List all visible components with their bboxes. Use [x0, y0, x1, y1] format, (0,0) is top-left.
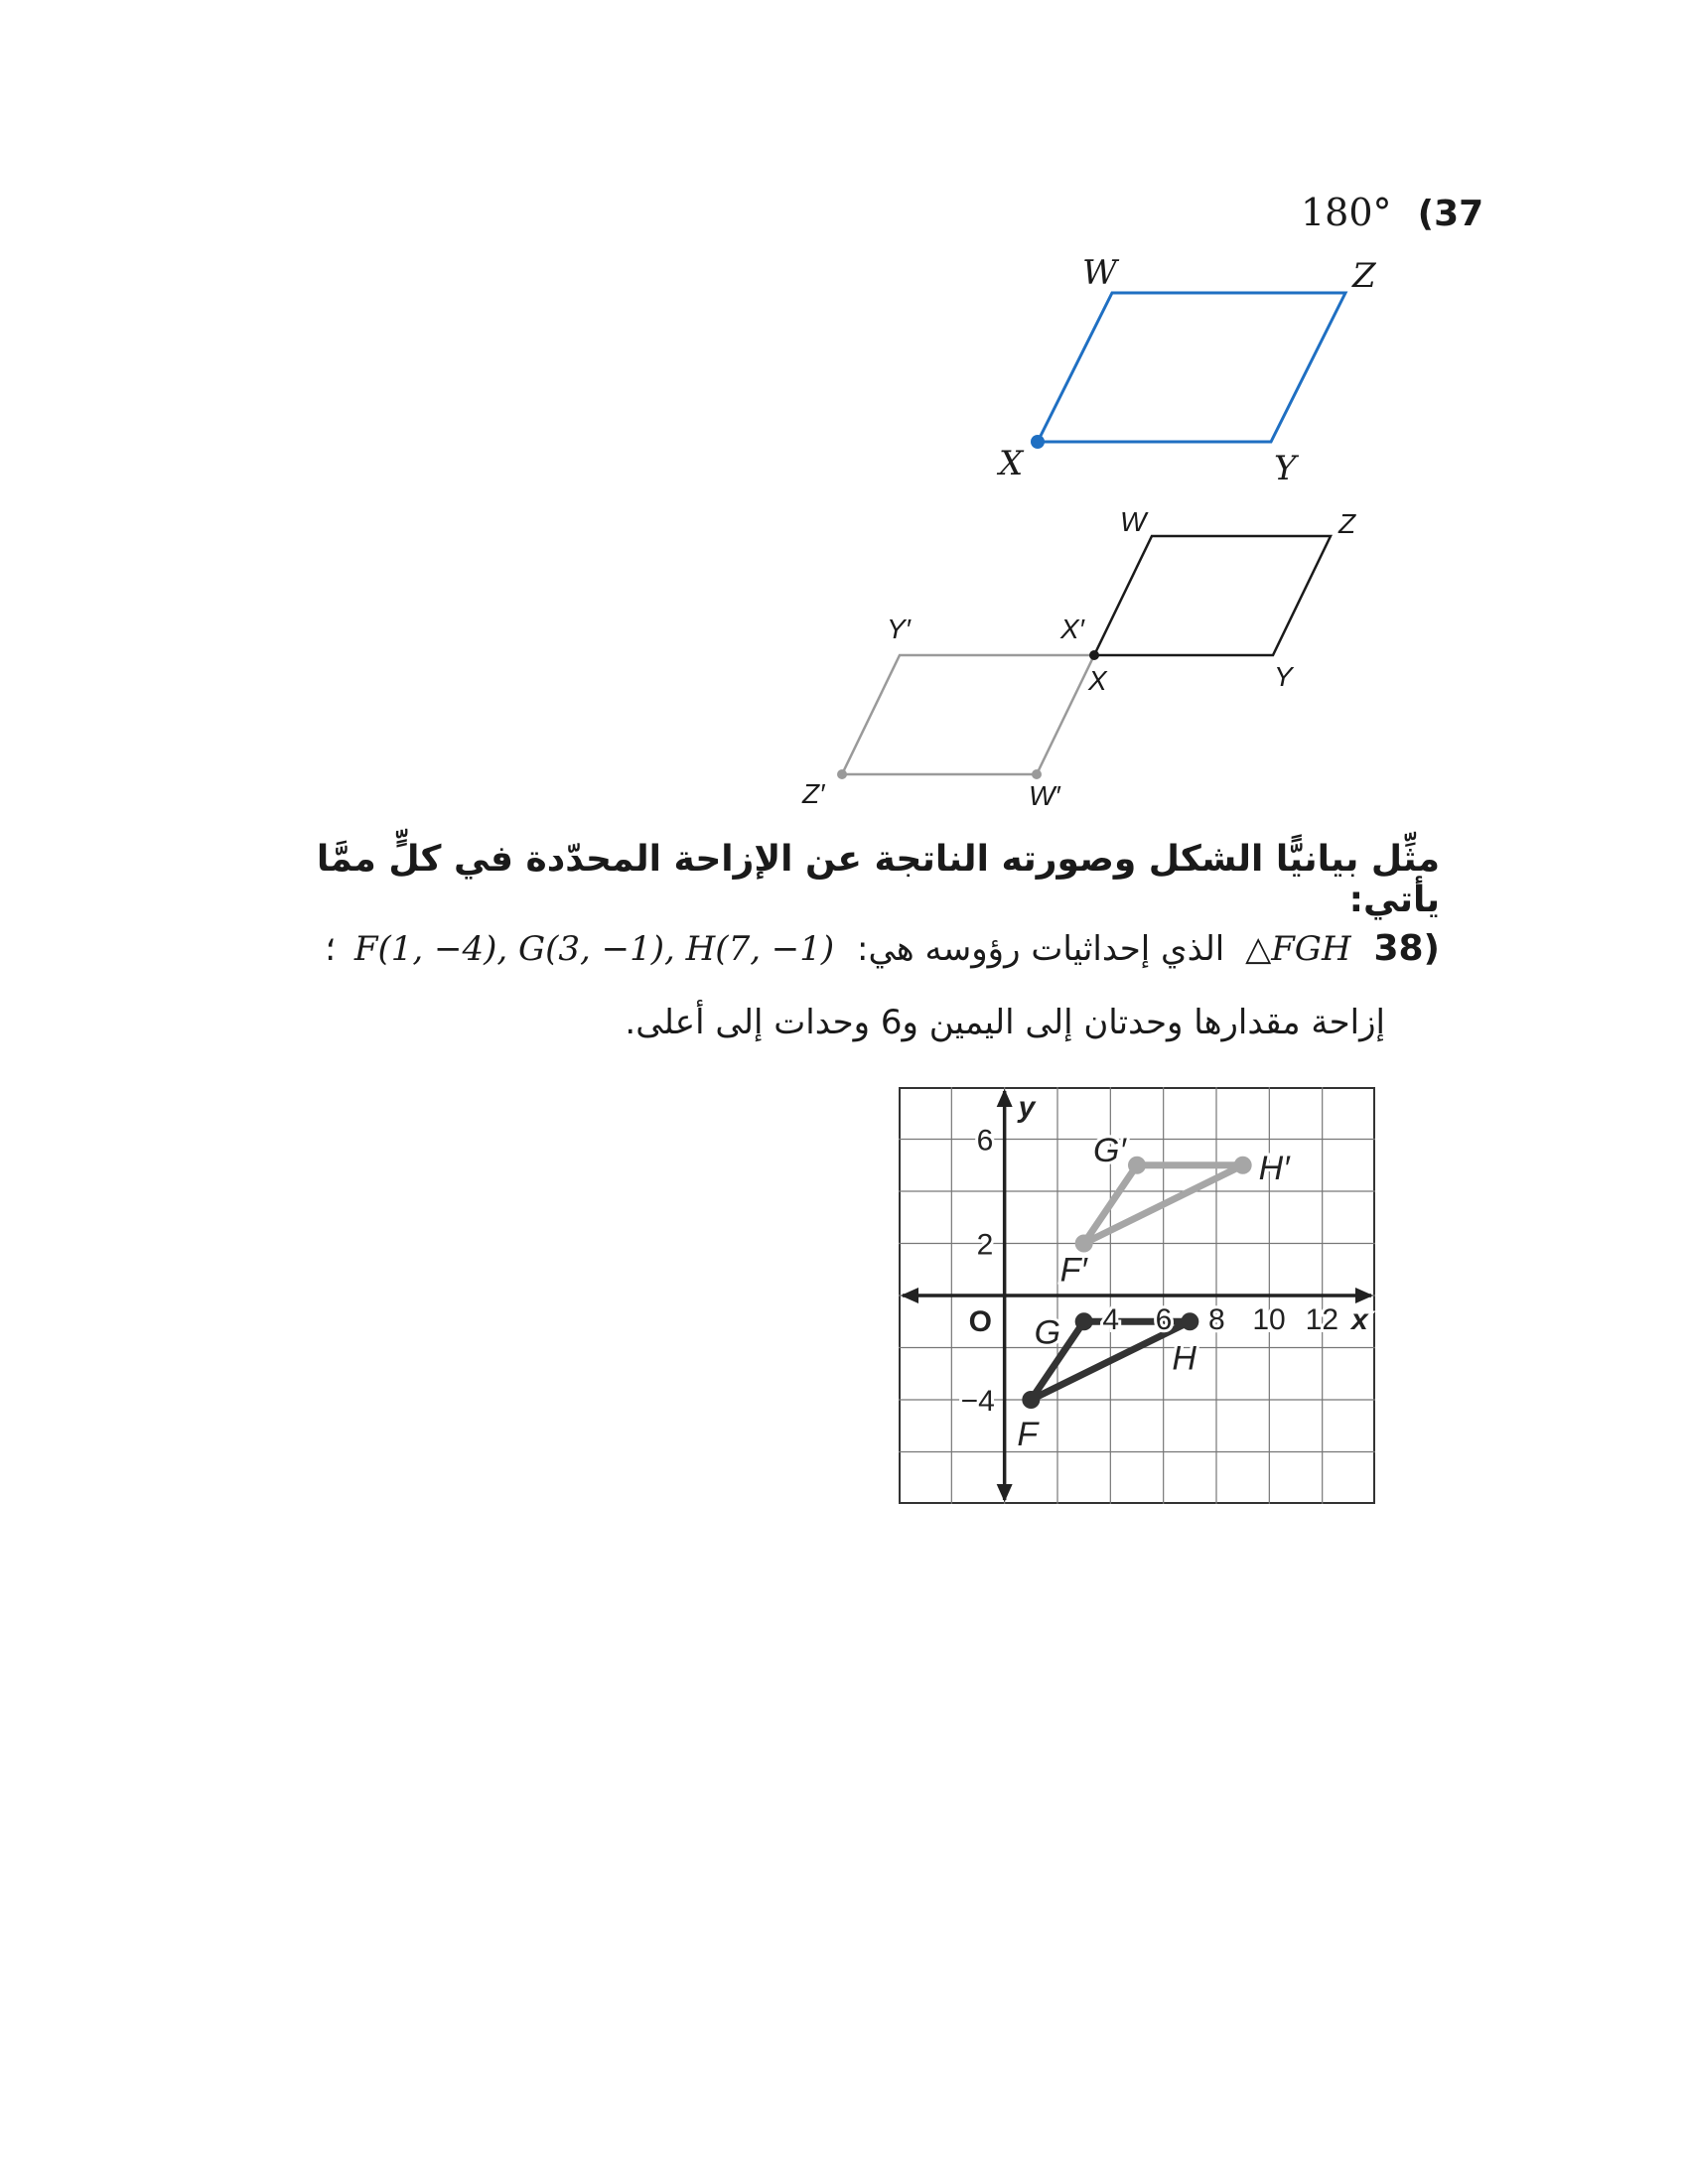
x-tick-label: 12 [1305, 1303, 1339, 1336]
point-marker [1075, 1312, 1093, 1330]
q37-header [1301, 191, 1483, 234]
q38-coordinates: F(1, −4), G(3, −1), H(7, −1) [353, 929, 835, 969]
q37-number: (37 [1417, 194, 1484, 234]
q37-label-z: Z [1352, 256, 1376, 296]
q38-separator: ؛ [325, 929, 337, 969]
point-marker [1181, 1312, 1198, 1330]
y-tick-label: −4 [960, 1385, 995, 1418]
label-g-prime: G′ [1093, 1131, 1126, 1169]
q37-angle: 180° [1301, 191, 1392, 234]
x-axis-arrow-left [901, 1288, 918, 1303]
point-x-shared [1089, 650, 1099, 660]
q37b-label-z: Z [1338, 508, 1356, 539]
q38-line2: إزاحة مقدارها وحدتان إلى اليمين و6 وحدات إلى أعلى. [625, 1003, 1385, 1042]
image-point-marker [1234, 1157, 1252, 1174]
q37-label-x: X [999, 444, 1024, 483]
instruction-text: مثِّل بيانيًّا الشكل وصورته الناتجة عن الإزاحة المحدّدة في كلٍّ ممَّا يأتي: [316, 839, 1440, 920]
label-f-prime: F′ [1059, 1251, 1087, 1290]
q38-line1 [149, 928, 1440, 969]
x-tick-label: 8 [1208, 1303, 1225, 1336]
q37b-label-y: Y [1274, 661, 1293, 692]
q38-number: (38 [1373, 928, 1440, 969]
axes [901, 1089, 1373, 1502]
q37b-label-w: W [1120, 506, 1147, 537]
coordinate-graph [899, 1087, 1375, 1504]
image-wpxpypzp [842, 655, 1094, 774]
q37-label-y: Y [1274, 449, 1297, 488]
label-f: F [1017, 1416, 1039, 1453]
image-point-marker [1075, 1235, 1093, 1253]
image-point-marker [1128, 1157, 1146, 1174]
y-axis-arrow-down [997, 1484, 1013, 1502]
point-zp [837, 769, 847, 779]
x-axis-arrow-right [1355, 1288, 1373, 1303]
q37b-label-zp: Z′ [802, 778, 825, 809]
y-axis-arrow-up [997, 1089, 1013, 1107]
label-h-prime: H′ [1258, 1149, 1290, 1187]
point-wp [1032, 769, 1042, 779]
q37b-label-wp: W′ [1029, 780, 1060, 811]
y-tick-label: 6 [976, 1124, 994, 1158]
q37b-label-x: X [1088, 665, 1107, 696]
x-tick-label: 10 [1252, 1303, 1286, 1336]
point-marker [1022, 1391, 1040, 1409]
parallelogram-wxyz [1038, 293, 1345, 442]
q38-triangle: △FGH [1245, 929, 1351, 969]
x-axis-label: x [1351, 1303, 1368, 1336]
x-tick-label: 4 [1102, 1303, 1120, 1336]
q37-label-w: W [1082, 253, 1117, 293]
q37-rotation-figure [814, 516, 1370, 794]
q37b-label-yp: Y′ [887, 614, 911, 644]
origin-label: O [968, 1305, 993, 1338]
label-h: H [1172, 1339, 1196, 1378]
point-x-marker [1031, 435, 1045, 449]
preimage-wxyz [1094, 536, 1331, 655]
q38-line1-arabic: الذي إحداثيات رؤوسه هي: [857, 929, 1225, 969]
x-tick-label: 6 [1155, 1303, 1173, 1336]
label-g: G [1034, 1313, 1061, 1352]
y-tick-label: 2 [976, 1228, 994, 1262]
q37b-label-xp: X′ [1060, 614, 1084, 644]
y-axis-label: y [1018, 1091, 1036, 1124]
triangles [1022, 1157, 1251, 1409]
